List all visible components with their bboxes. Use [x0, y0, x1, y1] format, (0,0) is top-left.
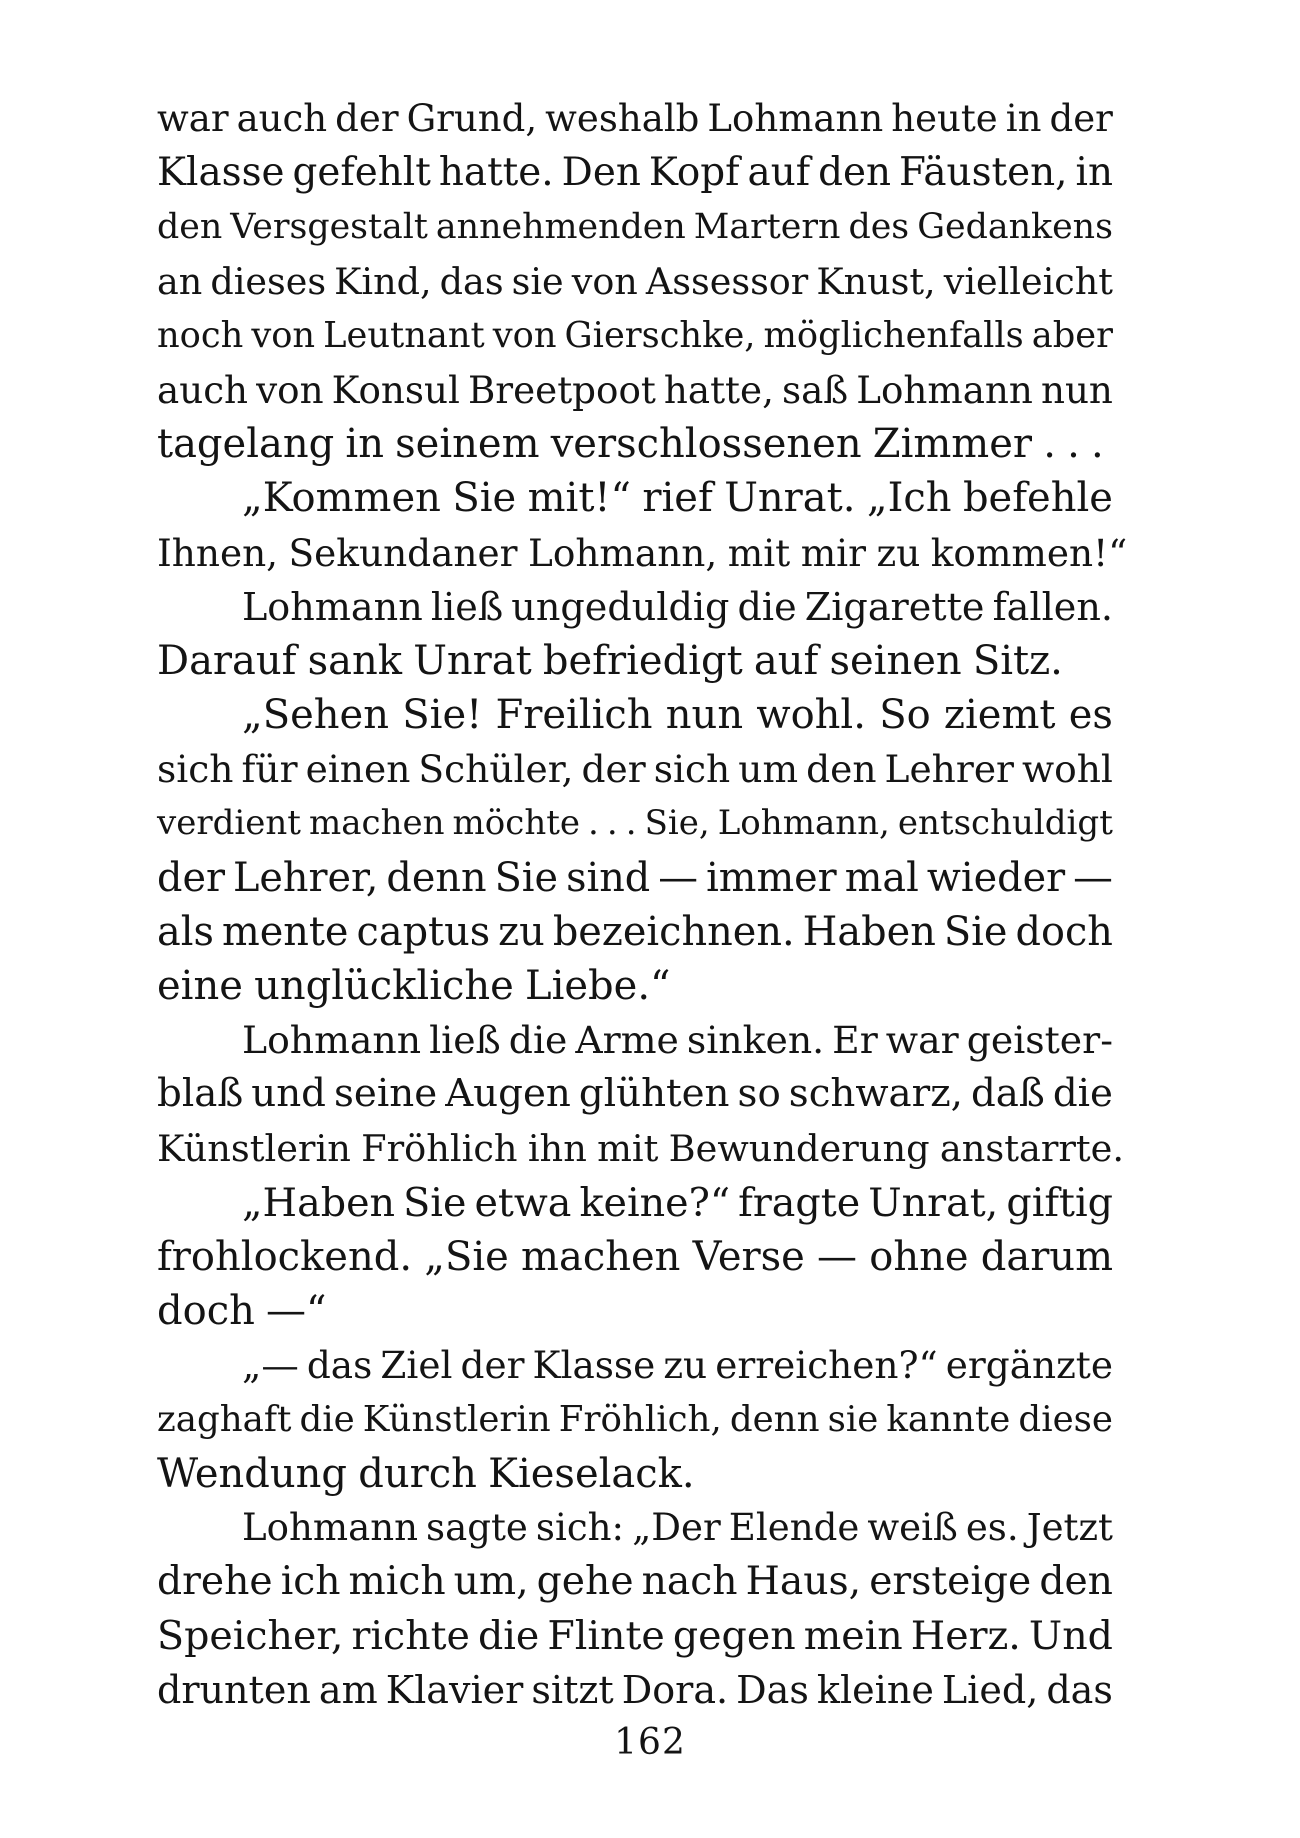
text-line: tagelang in seinem verschlossenen Zimmer . . . [157, 421, 1104, 468]
text-line: drunten am Klavier sitzt Dora. Das kleine Lied, das [157, 1668, 1113, 1713]
text-line: „Sehen Sie! Freilich nun wohl. So ziemt es [242, 692, 1113, 739]
text-line: doch —“ [157, 1288, 327, 1335]
text-line: Klasse gefehlt hatte. Den Kopf auf den Fäusten, in [157, 150, 1113, 196]
page-number: 162 [614, 1722, 686, 1763]
text-line: „Kommen Sie mit!“ rief Unrat. „Ich befehle [242, 475, 1113, 522]
text-line: Lohmann ließ ungeduldig die Zigarette fallen. [242, 584, 1113, 629]
text-line: noch von Leutnant von Gierschke, möglichenfalls aber [157, 314, 1113, 356]
text-line: Wendung durch Kieselack. [157, 1450, 695, 1497]
text-line: war auch der Grund, weshalb Lohmann heute in der [157, 97, 1113, 140]
text-line: auch von Konsul Breetpoot hatte, saß Lohmann nun [157, 367, 1113, 412]
text-line: verdient machen möchte . . . Sie, Lohmann, entschuldigt [157, 803, 1113, 844]
text-line: „— das Ziel der Klasse zu erreichen?“ ergänzte [242, 1343, 1113, 1388]
text-line: an dieses Kind, das sie von Assessor Knust, vielleicht [157, 259, 1113, 303]
text-line: Darauf sank Unrat befriedigt auf seinen Sitz. [157, 637, 1063, 684]
text-line: Lohmann ließ die Arme sinken. Er war geister- [242, 1018, 1113, 1063]
text-line: der Lehrer, denn Sie sind — immer mal wieder — [157, 854, 1113, 901]
text-line: sich für einen Schüler, der sich um den Lehrer wohl [157, 747, 1113, 792]
text-line: blaß und seine Augen glühten so schwarz, daß die [157, 1071, 1113, 1117]
text-line: zaghaft die Künstlerin Fröhlich, denn sie kannte diese [157, 1398, 1113, 1440]
text-line: eine unglückliche Liebe.“ [157, 963, 671, 1009]
text-line: „Haben Sie etwa keine?“ fragte Unrat, giftig [242, 1179, 1113, 1226]
text-line: Ihnen, Sekundaner Lohmann, mit mir zu kommen!“ [157, 530, 1128, 575]
text-line: Lohmann sagte sich: „Der Elende weiß es. Jetzt [242, 1505, 1113, 1549]
text-line: frohlockend. „Sie machen Verse — ohne darum [157, 1233, 1113, 1280]
body-text [157, 92, 1128, 1718]
text-line: als mente captus zu bezeichnen. Haben Sie doch [157, 908, 1113, 955]
text-line: Speicher, richte die Flinte gegen mein Herz. Und [157, 1613, 1113, 1660]
text-line: Künstlerin Fröhlich ihn mit Bewunderung anstarrte. [157, 1126, 1125, 1170]
text-line: drehe ich mich um, gehe nach Haus, ersteige den [157, 1559, 1113, 1605]
text-line: den Versgestalt annehmenden Martern des Gedankens [157, 207, 1113, 248]
